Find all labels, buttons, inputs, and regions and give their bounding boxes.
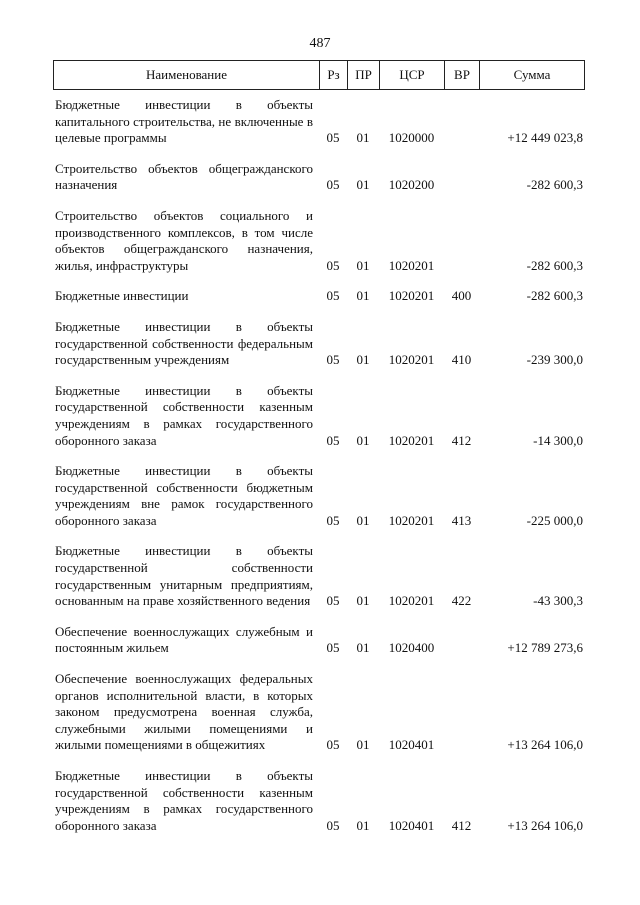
table-row [53, 319, 585, 369]
table-row [53, 208, 585, 274]
table-row [53, 97, 585, 147]
page-number: 487 [309, 36, 331, 51]
table-row [53, 768, 585, 834]
row-pr: 01 [356, 512, 370, 528]
row-sum: -14 300,0 [533, 432, 583, 448]
row-csr: 1020201 [388, 257, 435, 273]
row-vr: 412 [451, 817, 472, 833]
row-sum: +12 449 023,8 [507, 130, 583, 146]
row-vr: 422 [451, 593, 472, 609]
row-vr: 400 [451, 288, 472, 304]
row-name: Бюджетные инвестиции в объекты государственной собственности казенным учреждениям в рамках государственного оборонного заказа [55, 382, 313, 448]
row-rz: 05 [326, 288, 340, 304]
row-vr [444, 208, 479, 274]
row-csr: 1020401 [388, 737, 435, 753]
table-row [53, 383, 585, 449]
row-name: Бюджетные инвестиции в объекты капитального строительства, не включенные в целевые программы [55, 97, 313, 146]
row-csr: 1020000 [388, 130, 435, 146]
row-name: Обеспечение военнослужащих федеральных органов исполнительной власти, в которых законом предусмотрена военная служба, служебными жилыми помещениями и жилыми помещениями в общежитиях [55, 671, 313, 753]
row-vr: 413 [451, 512, 472, 528]
row-sum: -282 600,3 [526, 288, 583, 304]
row-sum: +13 264 106,0 [507, 737, 583, 753]
row-name: Бюджетные инвестиции в объекты государственной собственности казенным учреждениям в рамках государственного оборонного заказа [55, 768, 313, 833]
row-vr [444, 624, 479, 657]
row-pr: 01 [356, 177, 370, 193]
row-name: Бюджетные инвестиции [55, 288, 189, 304]
row-rz: 05 [326, 817, 340, 833]
row-pr: 01 [356, 130, 370, 146]
row-sum: -282 600,3 [526, 177, 583, 193]
row-vr [444, 97, 479, 147]
row-csr: 1020200 [388, 177, 435, 193]
row-name: Бюджетные инвестиции в объекты государственной собственности бюджетным учреждениям вне рамок государственного оборонного заказа [55, 463, 313, 528]
row-sum: -43 300,3 [533, 593, 583, 609]
header-vr: ВР [445, 61, 480, 89]
row-pr: 01 [356, 737, 370, 753]
table-row [53, 671, 585, 754]
row-sum: -282 600,3 [526, 257, 583, 273]
row-csr: 1020201 [388, 432, 435, 448]
row-pr: 01 [356, 352, 370, 368]
row-name: Строительство объектов общегражданского назначения [55, 160, 313, 193]
row-csr: 1020401 [388, 817, 435, 833]
row-pr: 01 [356, 257, 370, 273]
row-rz: 05 [326, 257, 340, 273]
row-vr [444, 671, 479, 754]
table-row [53, 543, 585, 609]
row-rz: 05 [326, 177, 340, 193]
row-name: Бюджетные инвестиции в объекты государственной собственности государственным унитарным предприятиям, основанным на праве хозяйственного ведения [55, 543, 313, 609]
row-rz: 05 [326, 593, 340, 609]
row-pr: 01 [356, 288, 370, 304]
row-name: Бюджетные инвестиции в объекты государственной собственности федеральным государственным учреждениям [55, 318, 313, 368]
header-sum: Сумма [513, 67, 551, 82]
row-rz: 05 [326, 352, 340, 368]
row-name: Строительство объектов социального и производственного комплексов, в том числе объектов общегражданского назначения, жилья, инфраструктуры [55, 207, 313, 273]
table-row [53, 463, 585, 529]
row-sum: -239 300,0 [526, 352, 583, 368]
row-pr: 01 [356, 817, 370, 833]
header-name: Наименование [54, 61, 320, 89]
row-csr: 1020400 [388, 640, 435, 656]
row-rz: 05 [326, 640, 340, 656]
header-rz: Рз [320, 61, 348, 89]
table-body [53, 97, 585, 848]
row-rz: 05 [326, 512, 340, 528]
row-sum: +13 264 106,0 [507, 817, 583, 833]
row-pr: 01 [356, 640, 370, 656]
row-name: Обеспечение военнослужащих служебным и постоянным жильем [55, 623, 313, 656]
header-pr: ПР [348, 61, 380, 89]
table-row [53, 288, 585, 305]
row-pr: 01 [356, 593, 370, 609]
row-pr: 01 [356, 432, 370, 448]
row-vr: 410 [451, 352, 472, 368]
row-csr: 1020201 [388, 512, 435, 528]
table-row [53, 624, 585, 657]
row-rz: 05 [326, 737, 340, 753]
row-csr: 1020201 [388, 288, 435, 304]
row-csr: 1020201 [388, 352, 435, 368]
header-csr: ЦСР [380, 61, 445, 89]
row-vr [444, 161, 479, 194]
row-rz: 05 [326, 432, 340, 448]
row-rz: 05 [326, 130, 340, 146]
row-sum: -225 000,0 [526, 512, 583, 528]
row-sum: +12 789 273,6 [507, 640, 583, 656]
table-row [53, 161, 585, 194]
row-vr: 412 [451, 432, 472, 448]
table-header [53, 60, 585, 90]
row-csr: 1020201 [388, 593, 435, 609]
